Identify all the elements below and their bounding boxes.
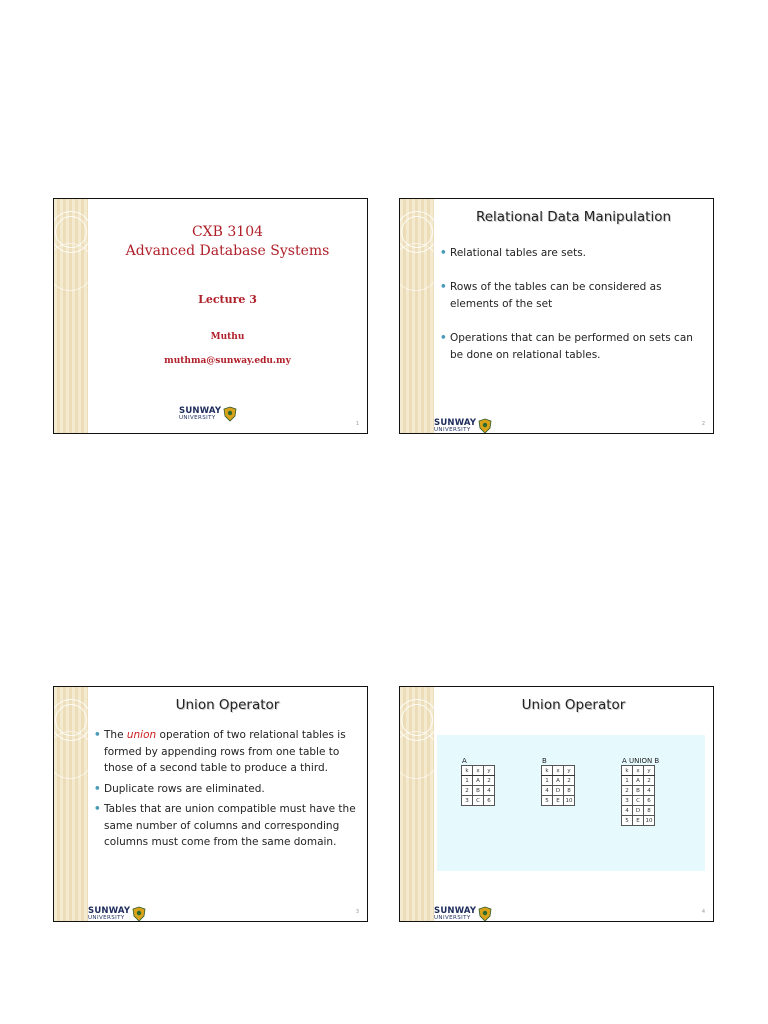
table-row: 3 C 6 [622, 796, 655, 806]
table-row: 2 B 4 [462, 786, 495, 796]
lecturer-email: muthma@sunway.edu.my [164, 356, 291, 366]
table-row: 1 A 2 [462, 776, 495, 786]
bullet-icon: • [94, 782, 101, 795]
table-union [621, 765, 655, 826]
logo-wordmark: SUNWAY [88, 906, 131, 916]
union-example-panel [437, 735, 705, 871]
logo-wordmark: SUNWAY [434, 418, 477, 428]
table-row: 4 D 8 [622, 806, 655, 816]
bullet-list [94, 727, 362, 855]
list-item: • Tables that are union compatible must have the same number of columns and corresponding columns must come from the same domain. [94, 803, 356, 848]
slide-heading: Relational Data Manipulation [475, 209, 672, 225]
bullet-icon: • [440, 247, 447, 259]
list-item: • Relational tables are sets. [440, 245, 705, 262]
page-number: 2 [701, 421, 705, 427]
logo-subword: UNIVERSITY [179, 414, 216, 421]
slide-decoration-band [54, 687, 88, 921]
bullet-icon: • [440, 332, 447, 344]
slide-heading: Union Operator [175, 697, 280, 713]
table-a-caption: A [462, 757, 467, 765]
table-header-row: k x y [622, 766, 655, 776]
crest-icon [478, 418, 492, 434]
lecturer-name: Muthu [210, 332, 245, 342]
slide-union-operator-tables [399, 686, 714, 922]
slide-heading: Union Operator [521, 697, 626, 713]
course-name: Advanced Database Systems [125, 243, 330, 259]
table-row: 4 D 8 [542, 786, 575, 796]
slide-decoration-band [400, 687, 434, 921]
table-row: 3 C 6 [462, 796, 495, 806]
list-item: • Operations that can be performed on sets can be done on relational tables. [440, 332, 693, 361]
table-header-row: k x y [542, 766, 575, 776]
bullet-list [440, 245, 705, 381]
logo-wordmark: SUNWAY [434, 906, 477, 916]
table-union-group [621, 757, 659, 826]
page-number: 1 [355, 421, 359, 427]
page-number: 4 [701, 909, 705, 915]
table-b [541, 765, 575, 806]
table-row: 2 B 4 [622, 786, 655, 796]
slide-relational-data [399, 198, 714, 434]
logo-subword: UNIVERSITY [434, 914, 471, 921]
bullet-icon: • [94, 729, 101, 741]
slide-decoration-band [54, 199, 88, 433]
page-number: 3 [355, 909, 359, 915]
bullet-icon: • [94, 803, 101, 815]
course-title [88, 223, 367, 261]
list-item: • The union operation of two relational tables is formed by appending rows from one table to those of a second table to produce a third. [94, 729, 346, 774]
table-b-group [541, 757, 575, 806]
table-header-row: k x y [462, 766, 495, 776]
crest-icon [223, 406, 237, 422]
lecture-number: Lecture 3 [198, 293, 257, 306]
list-item: • Duplicate rows are eliminated. [94, 781, 362, 798]
slide-decoration-band [400, 199, 434, 433]
crest-icon [132, 906, 146, 922]
sunway-logo [434, 418, 492, 434]
crest-icon [478, 906, 492, 922]
slide-title [53, 198, 368, 434]
course-code: CXB 3104 [191, 224, 264, 240]
table-row: 5 E 10 [622, 816, 655, 826]
table-row: 1 A 2 [622, 776, 655, 786]
sunway-logo [434, 906, 492, 922]
bullet-icon: • [440, 281, 447, 293]
logo-subword: UNIVERSITY [88, 914, 125, 921]
sunway-logo [179, 406, 237, 422]
list-item: • Rows of the tables can be considered as elements of the set [440, 281, 662, 310]
table-row: 5 E 10 [542, 796, 575, 806]
logo-subword: UNIVERSITY [434, 426, 471, 433]
table-union-caption: A UNION B [622, 757, 660, 765]
table-a [461, 765, 495, 806]
table-a-group [461, 757, 495, 806]
table-b-caption: B [542, 757, 547, 765]
logo-wordmark: SUNWAY [179, 406, 222, 416]
slide-union-operator-text [53, 686, 368, 922]
sunway-logo [88, 906, 146, 922]
emphasis-union: union [126, 729, 157, 741]
table-row: 1 A 2 [542, 776, 575, 786]
